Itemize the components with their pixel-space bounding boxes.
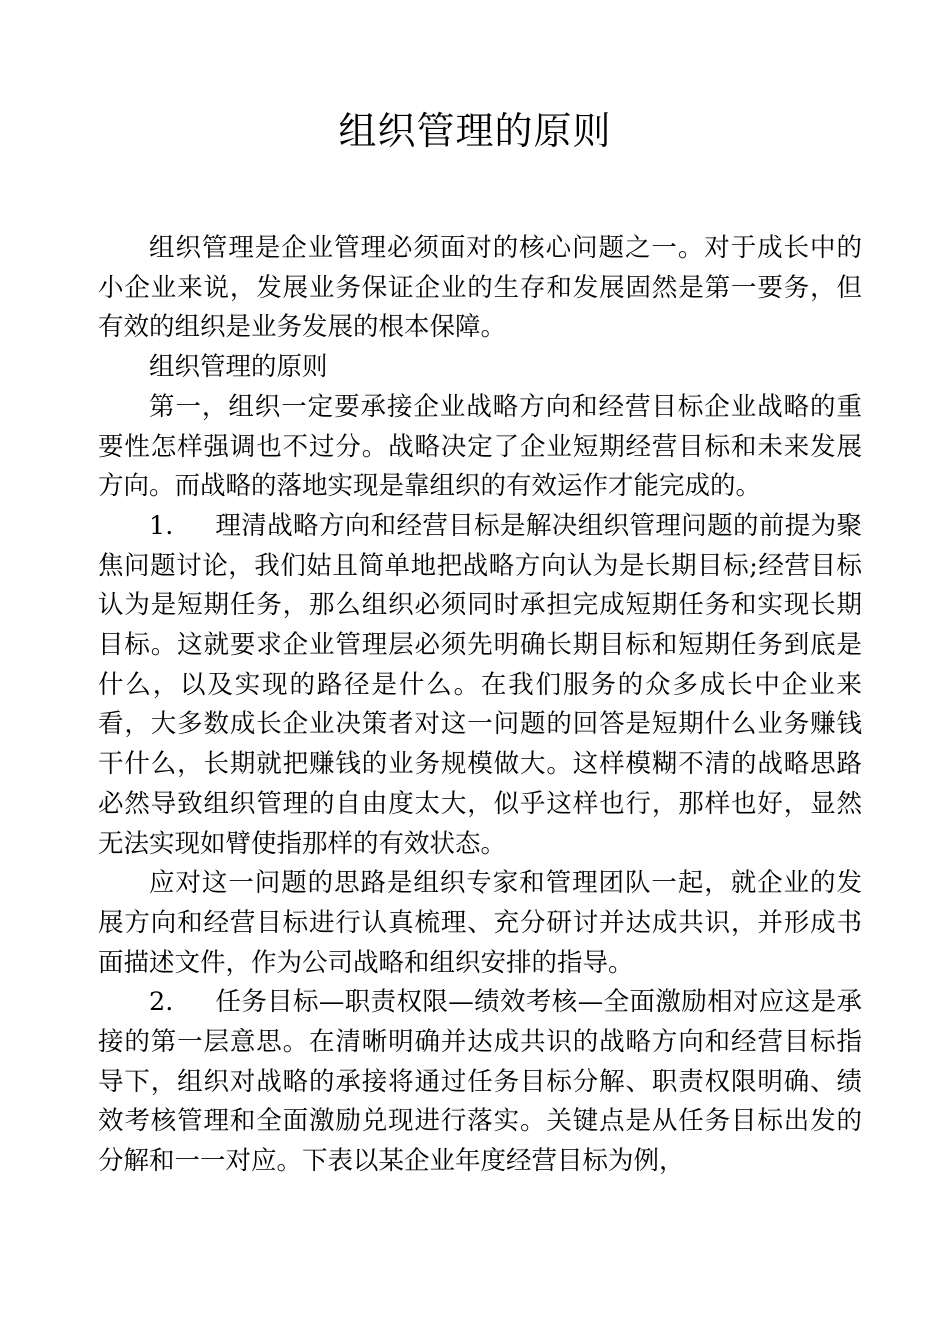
numbered-paragraph-2 <box>98 983 862 1182</box>
document-body <box>98 229 862 1182</box>
paragraph-text: 应对这一问题的思路是组织专家和管理团队一起，就企业的发展方向和经营目标进行认真梳理、充分研讨并达成共识，并形成书面描述文件，作为公司战略和组织安排的指导。 <box>98 868 862 978</box>
list-number: 1. <box>149 510 174 541</box>
paragraph-approach <box>98 864 862 983</box>
paragraph-text: 组织管理的原则 <box>149 352 328 383</box>
paragraph-first-principle <box>98 388 862 507</box>
paragraph-text: 第一，组织一定要承接企业战略方向和经营目标企业战略的重要性怎样强调也不过分。战略决定了企业短期经营目标和未来发展方向。而战略的落地实现是靠组织的有效运作才能完成的。 <box>98 391 862 502</box>
list-number: 2. <box>149 987 174 1018</box>
paragraph-text: 组织管理是企业管理必须面对的核心问题之一。对于成长中的小企业来说，发展业务保证企业的生存和发展固然是第一要务，但有效的组织是业务发展的根本保障。 <box>98 233 862 343</box>
paragraph-intro <box>98 229 862 348</box>
section-heading <box>98 348 862 388</box>
page-title: 组织管理的原则 <box>338 109 612 153</box>
paragraph-text: 理清战略方向和经营目标是解决组织管理问题的前提为聚焦问题讨论，我们姑且简单地把战略方向认为是长期目标;经营目标认为是短期任务，那么组织必须同时承担完成短期任务和实现长期目标。这就要求企业管理层必须先明确长期目标和短期任务到底是什么，以及实现的路径是什么。在我们服务的众多成长中企业来看，大多数成长企业决策者对这一问题的回答是短期什么业务赚钱干什么，长期就把赚钱的业务规模做大。这样模糊不清的战略思路必然导致组织管理的自由度太大，似乎这样也行，那样也好，显然无法实现如臂使指那样的有效状态。 <box>98 510 862 859</box>
numbered-paragraph-1 <box>98 507 862 864</box>
paragraph-text: 任务目标—职责权限—绩效考核—全面激励相对应这是承接的第一层意思。在清晰明确并达成共识的战略方向和经营目标指导下，组织对战略的承接将通过任务目标分解、职责权限明确、绩效考核管理和全面激励兑现进行落实。关键点是从任务目标出发的分解和一一对应。下表以某企业年度经营目标为例， <box>98 987 862 1177</box>
